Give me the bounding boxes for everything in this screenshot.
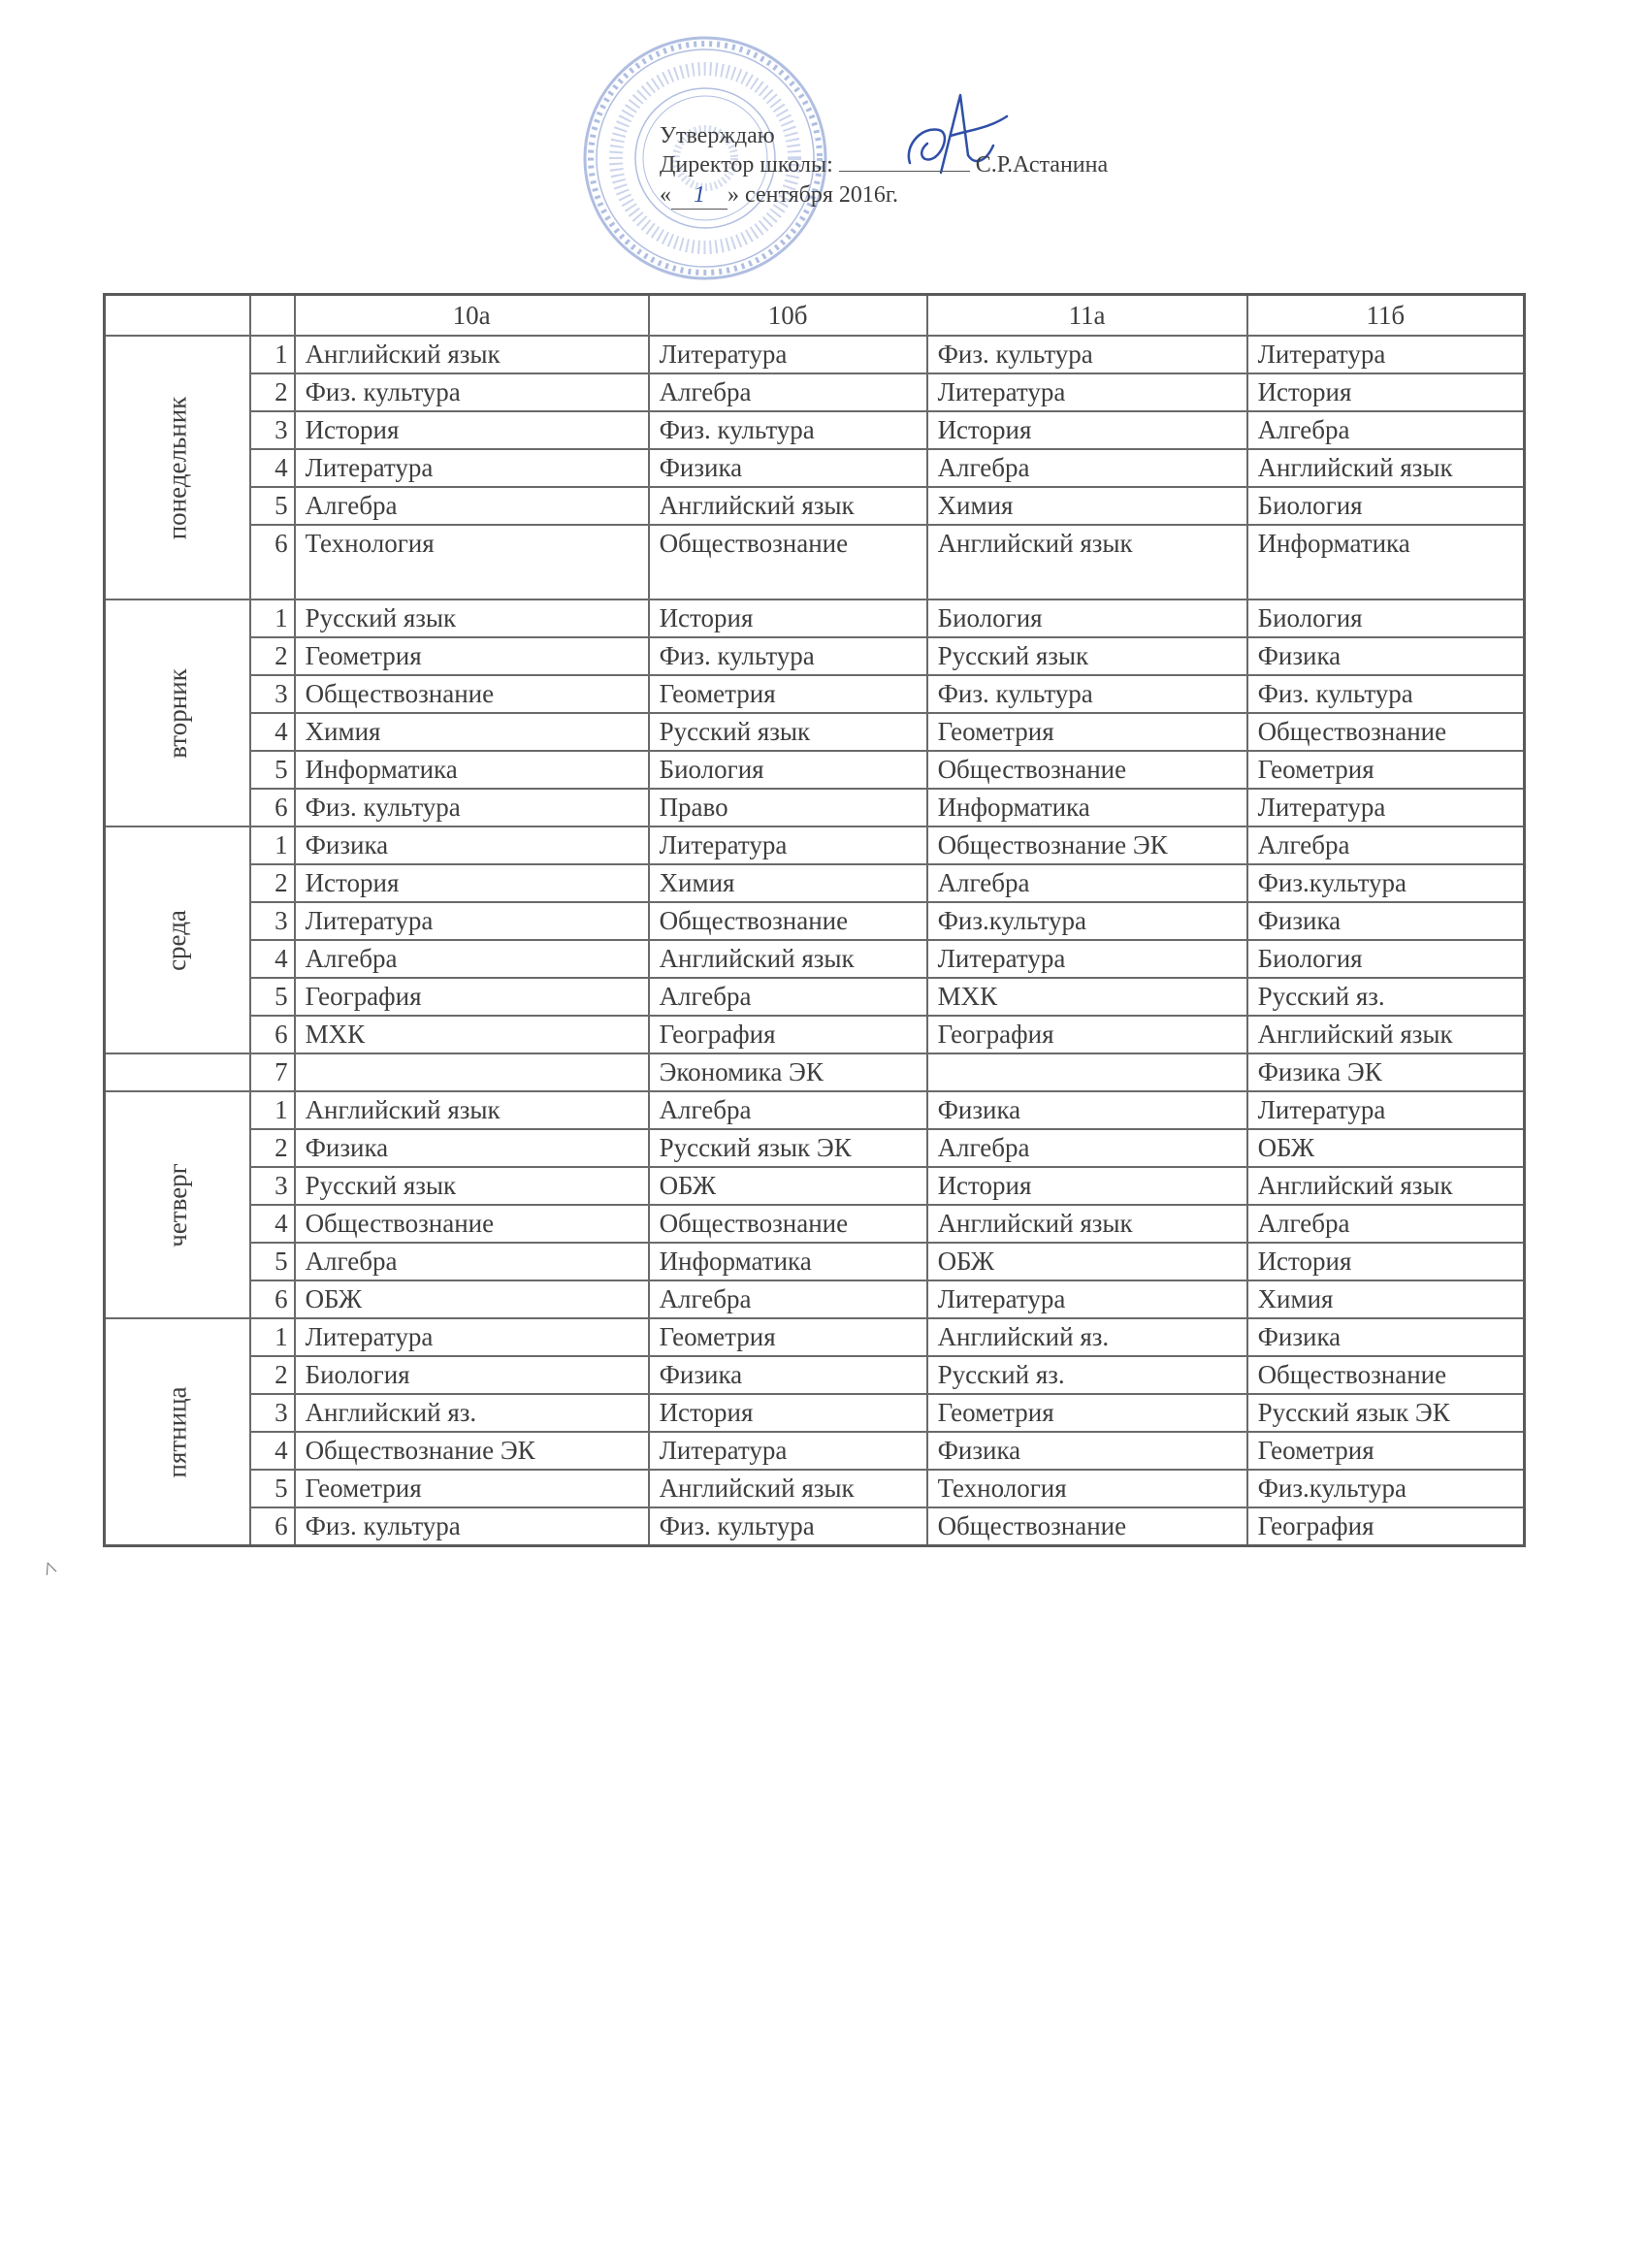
schedule-body <box>105 336 1525 1546</box>
lesson-number: 5 <box>250 1243 295 1280</box>
subject-cell: Русский яз. <box>927 1356 1247 1394</box>
lesson-number: 6 <box>250 1016 295 1053</box>
subject-cell: Геометрия <box>649 1318 927 1356</box>
day-name: четверг <box>162 1162 192 1247</box>
subject-cell: История <box>295 864 649 902</box>
subject-cell: ОБЖ <box>927 1243 1247 1280</box>
day-name: вторник <box>162 667 192 759</box>
lesson-number: 2 <box>250 1129 295 1167</box>
subject-cell: Физика <box>1247 1318 1525 1356</box>
approval-director-line <box>660 151 1108 178</box>
subject-cell: Алгебра <box>927 1129 1247 1167</box>
lesson-number: 2 <box>250 637 295 675</box>
lesson-number: 3 <box>250 411 295 449</box>
subject-cell: Физика <box>295 826 649 864</box>
subject-cell: Английский яз. <box>295 1394 649 1432</box>
subject-cell: ОБЖ <box>649 1167 927 1205</box>
lesson-row <box>105 1356 1525 1394</box>
subject-cell: Английский язык <box>1247 1167 1525 1205</box>
number-header-cell <box>250 295 295 337</box>
subject-cell: Физика <box>1247 637 1525 675</box>
day-cell-empty <box>105 1053 250 1091</box>
subject-cell: Физ.культура <box>927 902 1247 940</box>
lesson-row <box>105 487 1525 525</box>
corner-cell <box>105 295 250 337</box>
lesson-number: 6 <box>250 789 295 826</box>
subject-cell: Английский язык <box>295 1091 649 1129</box>
lesson-row <box>105 599 1525 637</box>
lesson-number: 2 <box>250 373 295 411</box>
lesson-row <box>105 1318 1525 1356</box>
subject-cell: Физ. культура <box>649 411 927 449</box>
lesson-number: 5 <box>250 1470 295 1507</box>
day-cell <box>105 336 250 599</box>
lesson-number: 3 <box>250 1167 295 1205</box>
lesson-row <box>105 902 1525 940</box>
subject-cell: Литература <box>295 902 649 940</box>
subject-cell: Биология <box>649 751 927 789</box>
subject-cell: Алгебра <box>649 373 927 411</box>
subject-cell: Литература <box>1247 336 1525 373</box>
lesson-number: 1 <box>250 826 295 864</box>
subject-cell: Алгебра <box>1247 1205 1525 1243</box>
subject-cell: История <box>927 411 1247 449</box>
scan-mark: ^ <box>40 1554 61 1586</box>
subject-cell: Литература <box>649 1432 927 1470</box>
lesson-number: 1 <box>250 599 295 637</box>
lesson-number: 4 <box>250 449 295 487</box>
approval-date-line <box>660 181 898 210</box>
subject-cell: Обществознание ЭК <box>927 826 1247 864</box>
subject-cell: Биология <box>927 599 1247 637</box>
lesson-number: 3 <box>250 675 295 713</box>
lesson-row <box>105 751 1525 789</box>
subject-cell: Информатика <box>649 1243 927 1280</box>
date-suffix: » сентября 2016г. <box>728 182 899 208</box>
subject-cell: Обществознание <box>927 751 1247 789</box>
subject-cell: Русский язык ЭК <box>1247 1394 1525 1432</box>
subject-cell: Литература <box>649 826 927 864</box>
subject-cell: География <box>927 1016 1247 1053</box>
subject-cell: Литература <box>1247 1091 1525 1129</box>
subject-cell: Физ. культура <box>927 675 1247 713</box>
subject-cell: География <box>295 978 649 1016</box>
subject-cell: Информатика <box>295 751 649 789</box>
subject-cell: Обществознание <box>1247 1356 1525 1394</box>
lesson-row <box>105 1243 1525 1280</box>
lesson-number: 6 <box>250 525 295 599</box>
director-label: Директор школы: <box>660 152 833 178</box>
lesson-number: 4 <box>250 713 295 751</box>
lesson-row <box>105 449 1525 487</box>
subject-cell: Алгебра <box>295 1243 649 1280</box>
subject-cell: Физика <box>927 1432 1247 1470</box>
subject-cell: Биология <box>1247 940 1525 978</box>
lesson-row <box>105 1470 1525 1507</box>
subject-cell: Физ. культура <box>295 789 649 826</box>
subject-cell: МХК <box>927 978 1247 1016</box>
subject-cell: Физ. культура <box>649 1507 927 1546</box>
subject-cell: История <box>649 1394 927 1432</box>
lesson-number: 1 <box>250 1091 295 1129</box>
subject-cell: Физ. культура <box>927 336 1247 373</box>
lesson-row <box>105 1091 1525 1129</box>
subject-cell <box>295 1053 649 1091</box>
subject-cell: Физ. культура <box>1247 675 1525 713</box>
subject-cell: ОБЖ <box>295 1280 649 1318</box>
subject-cell: Русский язык <box>295 1167 649 1205</box>
lesson-number: 4 <box>250 1432 295 1470</box>
class-header: 11б <box>1247 295 1525 337</box>
subject-cell: Биология <box>295 1356 649 1394</box>
subject-cell: Физика ЭК <box>1247 1053 1525 1091</box>
subject-cell: Биология <box>1247 487 1525 525</box>
day-name: пятница <box>162 1386 192 1477</box>
subject-cell: Информатика <box>927 789 1247 826</box>
class-header: 10а <box>295 295 649 337</box>
subject-cell: Обществознание <box>295 1205 649 1243</box>
lesson-row <box>105 1016 1525 1053</box>
lesson-row <box>105 1129 1525 1167</box>
subject-cell: Литература <box>927 373 1247 411</box>
schedule-table <box>103 293 1526 1547</box>
subject-cell: Алгебра <box>649 978 927 1016</box>
subject-cell: История <box>1247 1243 1525 1280</box>
lesson-number: 7 <box>250 1053 295 1091</box>
lesson-number: 4 <box>250 1205 295 1243</box>
subject-cell: Литература <box>1247 789 1525 826</box>
subject-cell: Литература <box>295 1318 649 1356</box>
subject-cell: Алгебра <box>927 449 1247 487</box>
subject-cell: Английский язык <box>1247 449 1525 487</box>
day-cell <box>105 1318 250 1546</box>
subject-cell: Технология <box>927 1470 1247 1507</box>
date-day: 1 <box>671 181 728 210</box>
lesson-row <box>105 373 1525 411</box>
lesson-row <box>105 1280 1525 1318</box>
day-cell <box>105 599 250 826</box>
subject-cell: Английский язык <box>295 336 649 373</box>
header-row <box>105 295 1525 337</box>
subject-cell: Алгебра <box>1247 826 1525 864</box>
subject-cell: Литература <box>927 940 1247 978</box>
approval-title: Утверждаю <box>660 123 775 148</box>
subject-cell: Обществознание <box>649 1205 927 1243</box>
subject-cell: Английский язык <box>649 940 927 978</box>
subject-cell: Физика <box>649 449 927 487</box>
lesson-row <box>105 675 1525 713</box>
lesson-row <box>105 1432 1525 1470</box>
subject-cell: Геометрия <box>1247 751 1525 789</box>
subject-cell <box>927 1053 1247 1091</box>
lesson-number: 6 <box>250 1507 295 1546</box>
lesson-number: 4 <box>250 940 295 978</box>
extra-lesson-row <box>105 1053 1525 1091</box>
day-cell <box>105 826 250 1053</box>
director-name: С.Р.Астанина <box>975 152 1109 178</box>
subject-cell: Английский язык <box>649 1470 927 1507</box>
signature-underline <box>839 151 970 172</box>
subject-cell: Биология <box>1247 599 1525 637</box>
subject-cell: Геометрия <box>927 713 1247 751</box>
lesson-row <box>105 411 1525 449</box>
lesson-row <box>105 336 1525 373</box>
subject-cell: Геометрия <box>649 675 927 713</box>
subject-cell: Физ.культура <box>1247 864 1525 902</box>
subject-cell: История <box>295 411 649 449</box>
subject-cell: Обществознание <box>295 675 649 713</box>
subject-cell: Обществознание <box>1247 713 1525 751</box>
subject-cell: Алгебра <box>295 487 649 525</box>
subject-cell: Физика <box>649 1356 927 1394</box>
lesson-row <box>105 1205 1525 1243</box>
subject-cell: Право <box>649 789 927 826</box>
lesson-row <box>105 525 1525 599</box>
lesson-number: 2 <box>250 1356 295 1394</box>
subject-cell: Литература <box>649 336 927 373</box>
subject-cell: Русский язык <box>649 713 927 751</box>
subject-cell: Химия <box>1247 1280 1525 1318</box>
lesson-number: 5 <box>250 751 295 789</box>
lesson-row <box>105 940 1525 978</box>
subject-cell: Геометрия <box>927 1394 1247 1432</box>
subject-cell: Физ. культура <box>295 1507 649 1546</box>
subject-cell: География <box>649 1016 927 1053</box>
subject-cell: Технология <box>295 525 649 599</box>
subject-cell: Русский язык ЭК <box>649 1129 927 1167</box>
subject-cell: Физ. культура <box>295 373 649 411</box>
subject-cell: Геометрия <box>295 637 649 675</box>
subject-cell: Английский яз. <box>927 1318 1247 1356</box>
day-cell <box>105 1091 250 1318</box>
subject-cell: История <box>1247 373 1525 411</box>
class-header: 11а <box>927 295 1247 337</box>
lesson-row <box>105 864 1525 902</box>
subject-cell: Русский язык <box>927 637 1247 675</box>
subject-cell: Обществознание <box>649 902 927 940</box>
lesson-number: 1 <box>250 336 295 373</box>
subject-cell: Алгебра <box>295 940 649 978</box>
subject-cell: Алгебра <box>1247 411 1525 449</box>
lesson-row <box>105 978 1525 1016</box>
subject-cell: Обществознание <box>927 1507 1247 1546</box>
lesson-number: 5 <box>250 978 295 1016</box>
day-name: понедельник <box>162 396 192 539</box>
lesson-row <box>105 1394 1525 1432</box>
subject-cell: Английский язык <box>1247 1016 1525 1053</box>
lesson-row <box>105 1507 1525 1546</box>
subject-cell: Английский язык <box>927 1205 1247 1243</box>
subject-cell: МХК <box>295 1016 649 1053</box>
date-prefix: « <box>660 182 671 208</box>
subject-cell: Литература <box>295 449 649 487</box>
subject-cell: ОБЖ <box>1247 1129 1525 1167</box>
lesson-number: 6 <box>250 1280 295 1318</box>
lesson-number: 1 <box>250 1318 295 1356</box>
subject-cell: Русский язык <box>295 599 649 637</box>
subject-cell: Английский язык <box>649 487 927 525</box>
lesson-row <box>105 713 1525 751</box>
subject-cell: Английский язык <box>927 525 1247 599</box>
subject-cell: Алгебра <box>649 1280 927 1318</box>
subject-cell: Алгебра <box>927 864 1247 902</box>
lesson-number: 5 <box>250 487 295 525</box>
lesson-number: 2 <box>250 864 295 902</box>
subject-cell: Алгебра <box>649 1091 927 1129</box>
subject-cell: Информатика <box>1247 525 1525 599</box>
subject-cell: Обществознание <box>649 525 927 599</box>
lesson-row <box>105 1167 1525 1205</box>
subject-cell: Геометрия <box>295 1470 649 1507</box>
subject-cell: Химия <box>927 487 1247 525</box>
subject-cell: География <box>1247 1507 1525 1546</box>
subject-cell: Физика <box>927 1091 1247 1129</box>
subject-cell: Химия <box>295 713 649 751</box>
subject-cell: Физика <box>295 1129 649 1167</box>
subject-cell: Обществознание ЭК <box>295 1432 649 1470</box>
class-header: 10б <box>649 295 927 337</box>
subject-cell: История <box>649 599 927 637</box>
day-name: среда <box>162 909 192 971</box>
subject-cell: Химия <box>649 864 927 902</box>
subject-cell: Геометрия <box>1247 1432 1525 1470</box>
subject-cell: Литература <box>927 1280 1247 1318</box>
subject-cell: Физ.культура <box>1247 1470 1525 1507</box>
subject-cell: Физ. культура <box>649 637 927 675</box>
subject-cell: История <box>927 1167 1247 1205</box>
subject-cell: Физика <box>1247 902 1525 940</box>
lesson-row <box>105 637 1525 675</box>
lesson-row <box>105 789 1525 826</box>
subject-cell: Русский яз. <box>1247 978 1525 1016</box>
subject-cell: Экономика ЭК <box>649 1053 927 1091</box>
lesson-number: 3 <box>250 1394 295 1432</box>
lesson-number: 3 <box>250 902 295 940</box>
lesson-row <box>105 826 1525 864</box>
